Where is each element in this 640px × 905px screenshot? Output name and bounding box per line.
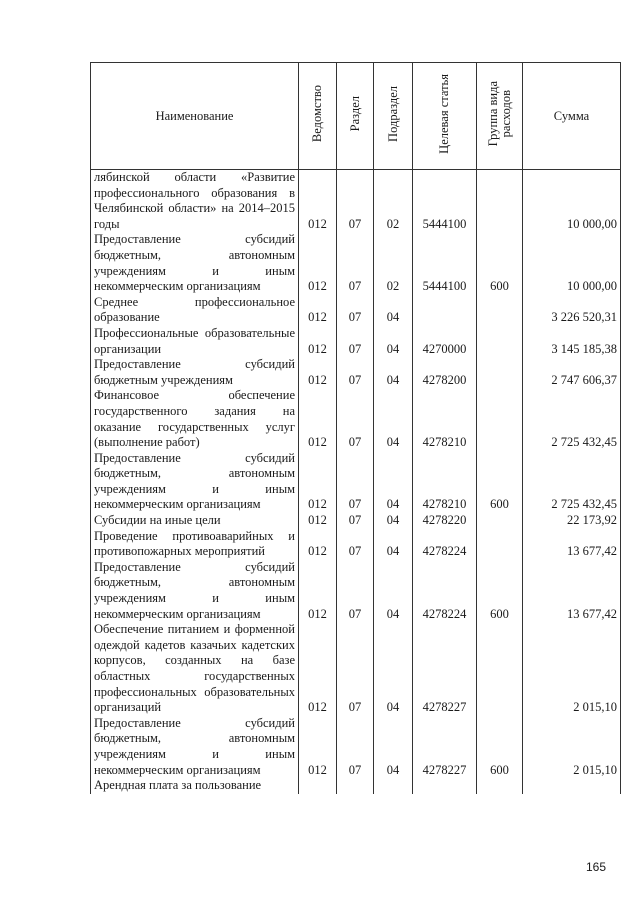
cell-name: Обеспечение питанием и форменной одеждой кадетов казачьих кадетских корпусов, созданных на базе областных государственных профессиональных образовательных организаций — [91, 622, 299, 716]
cell-name: Предоставление субсидий бюджетным, автономным учреждениям и иным некоммерческим организациям — [91, 232, 299, 294]
header-section: Раздел — [337, 63, 374, 170]
cell-section: 07 — [337, 170, 374, 233]
cell-subsection: 04 — [374, 622, 413, 716]
table-header-row — [91, 63, 621, 170]
cell-group: 600 — [477, 560, 523, 622]
table-row — [91, 513, 621, 529]
header-subsection: Подраздел — [374, 63, 413, 170]
cell-sum: 13 677,42 — [523, 529, 621, 560]
cell-sum: 10 000,00 — [523, 170, 621, 233]
cell-dept: 012 — [299, 388, 337, 450]
header-target: Целевая статья — [413, 63, 477, 170]
table-row — [91, 295, 621, 326]
cell-group: 600 — [477, 451, 523, 513]
cell-section: 07 — [337, 529, 374, 560]
table-row — [91, 170, 621, 233]
cell-group: 600 — [477, 716, 523, 778]
cell-name: Арендная плата за пользование — [91, 778, 299, 794]
cell-name: Предоставление субсидий бюджетным учреждениям — [91, 357, 299, 388]
cell-subsection: 04 — [374, 295, 413, 326]
cell-name: Проведение противоаварийных и противопожарных мероприятий — [91, 529, 299, 560]
cell-section: 07 — [337, 357, 374, 388]
cell-subsection: 04 — [374, 513, 413, 529]
cell-name: Профессиональные образовательные организации — [91, 326, 299, 357]
cell-dept: 012 — [299, 295, 337, 326]
cell-target: 4270000 — [413, 326, 477, 357]
cell-section: 07 — [337, 560, 374, 622]
cell-dept: 012 — [299, 232, 337, 294]
page-number: 165 — [585, 860, 606, 874]
cell-subsection — [374, 778, 413, 794]
table-body — [91, 170, 621, 794]
cell-name: лябинской области «Развитие профессионального образования в Челябинской области» на 2014–2015 годы — [91, 170, 299, 233]
cell-name: Субсидии на иные цели — [91, 513, 299, 529]
cell-sum: 13 677,42 — [523, 560, 621, 622]
cell-dept: 012 — [299, 529, 337, 560]
cell-name: Предоставление субсидий бюджетным, автономным учреждениям и иным некоммерческим организациям — [91, 560, 299, 622]
cell-dept: 012 — [299, 451, 337, 513]
cell-section: 07 — [337, 716, 374, 778]
cell-dept: 012 — [299, 357, 337, 388]
cell-sum: 2 725 432,45 — [523, 388, 621, 450]
table-row — [91, 622, 621, 716]
cell-target: 4278227 — [413, 622, 477, 716]
cell-dept: 012 — [299, 513, 337, 529]
table-row — [91, 529, 621, 560]
cell-target: 4278220 — [413, 513, 477, 529]
cell-section: 07 — [337, 622, 374, 716]
cell-target: 4278210 — [413, 388, 477, 450]
cell-section: 07 — [337, 451, 374, 513]
cell-sum: 10 000,00 — [523, 232, 621, 294]
cell-subsection: 02 — [374, 170, 413, 233]
cell-group: 600 — [477, 232, 523, 294]
table-row — [91, 716, 621, 778]
cell-group — [477, 622, 523, 716]
cell-sum: 2 015,10 — [523, 622, 621, 716]
cell-sum: 2 747 606,37 — [523, 357, 621, 388]
cell-section — [337, 778, 374, 794]
cell-sum: 22 173,92 — [523, 513, 621, 529]
table-row — [91, 326, 621, 357]
table-row — [91, 232, 621, 294]
cell-target — [413, 778, 477, 794]
cell-target: 4278224 — [413, 529, 477, 560]
cell-name: Среднее профессиональное образование — [91, 295, 299, 326]
cell-target — [413, 295, 477, 326]
budget-table — [90, 62, 621, 794]
cell-section: 07 — [337, 513, 374, 529]
cell-sum: 3 226 520,31 — [523, 295, 621, 326]
cell-group — [477, 170, 523, 233]
header-dept: Ведомство — [299, 63, 337, 170]
cell-group — [477, 326, 523, 357]
cell-dept: 012 — [299, 716, 337, 778]
cell-subsection: 04 — [374, 357, 413, 388]
cell-subsection: 04 — [374, 451, 413, 513]
cell-sum — [523, 778, 621, 794]
cell-target: 5444100 — [413, 232, 477, 294]
header-sum: Сумма — [523, 63, 621, 170]
table-row — [91, 388, 621, 450]
cell-subsection: 04 — [374, 388, 413, 450]
cell-group — [477, 513, 523, 529]
cell-subsection: 04 — [374, 560, 413, 622]
table-row — [91, 451, 621, 513]
cell-group — [477, 357, 523, 388]
cell-name: Предоставление субсидий бюджетным, автономным учреждениям и иным некоммерческим организациям — [91, 716, 299, 778]
cell-target: 4278227 — [413, 716, 477, 778]
cell-group — [477, 388, 523, 450]
cell-section: 07 — [337, 295, 374, 326]
cell-name: Финансовое обеспечение государственного задания на оказание государственных услуг (выполнение работ) — [91, 388, 299, 450]
cell-sum: 3 145 185,38 — [523, 326, 621, 357]
cell-subsection: 02 — [374, 232, 413, 294]
cell-sum: 2 015,10 — [523, 716, 621, 778]
cell-group — [477, 295, 523, 326]
cell-subsection: 04 — [374, 326, 413, 357]
header-name: Наименование — [91, 63, 299, 170]
table-row — [91, 357, 621, 388]
cell-target: 5444100 — [413, 170, 477, 233]
cell-section: 07 — [337, 326, 374, 357]
cell-dept — [299, 778, 337, 794]
cell-name: Предоставление субсидий бюджетным, автономным учреждениям и иным некоммерческим организациям — [91, 451, 299, 513]
cell-target: 4278200 — [413, 357, 477, 388]
cell-target: 4278224 — [413, 560, 477, 622]
cell-subsection: 04 — [374, 529, 413, 560]
header-group: Группа вида расходов — [477, 63, 523, 170]
cell-target: 4278210 — [413, 451, 477, 513]
table-row — [91, 560, 621, 622]
cell-dept: 012 — [299, 170, 337, 233]
table-row — [91, 778, 621, 794]
cell-sum: 2 725 432,45 — [523, 451, 621, 513]
cell-section: 07 — [337, 232, 374, 294]
cell-subsection: 04 — [374, 716, 413, 778]
cell-group — [477, 529, 523, 560]
cell-section: 07 — [337, 388, 374, 450]
cell-group — [477, 778, 523, 794]
cell-dept: 012 — [299, 560, 337, 622]
cell-dept: 012 — [299, 622, 337, 716]
cell-dept: 012 — [299, 326, 337, 357]
